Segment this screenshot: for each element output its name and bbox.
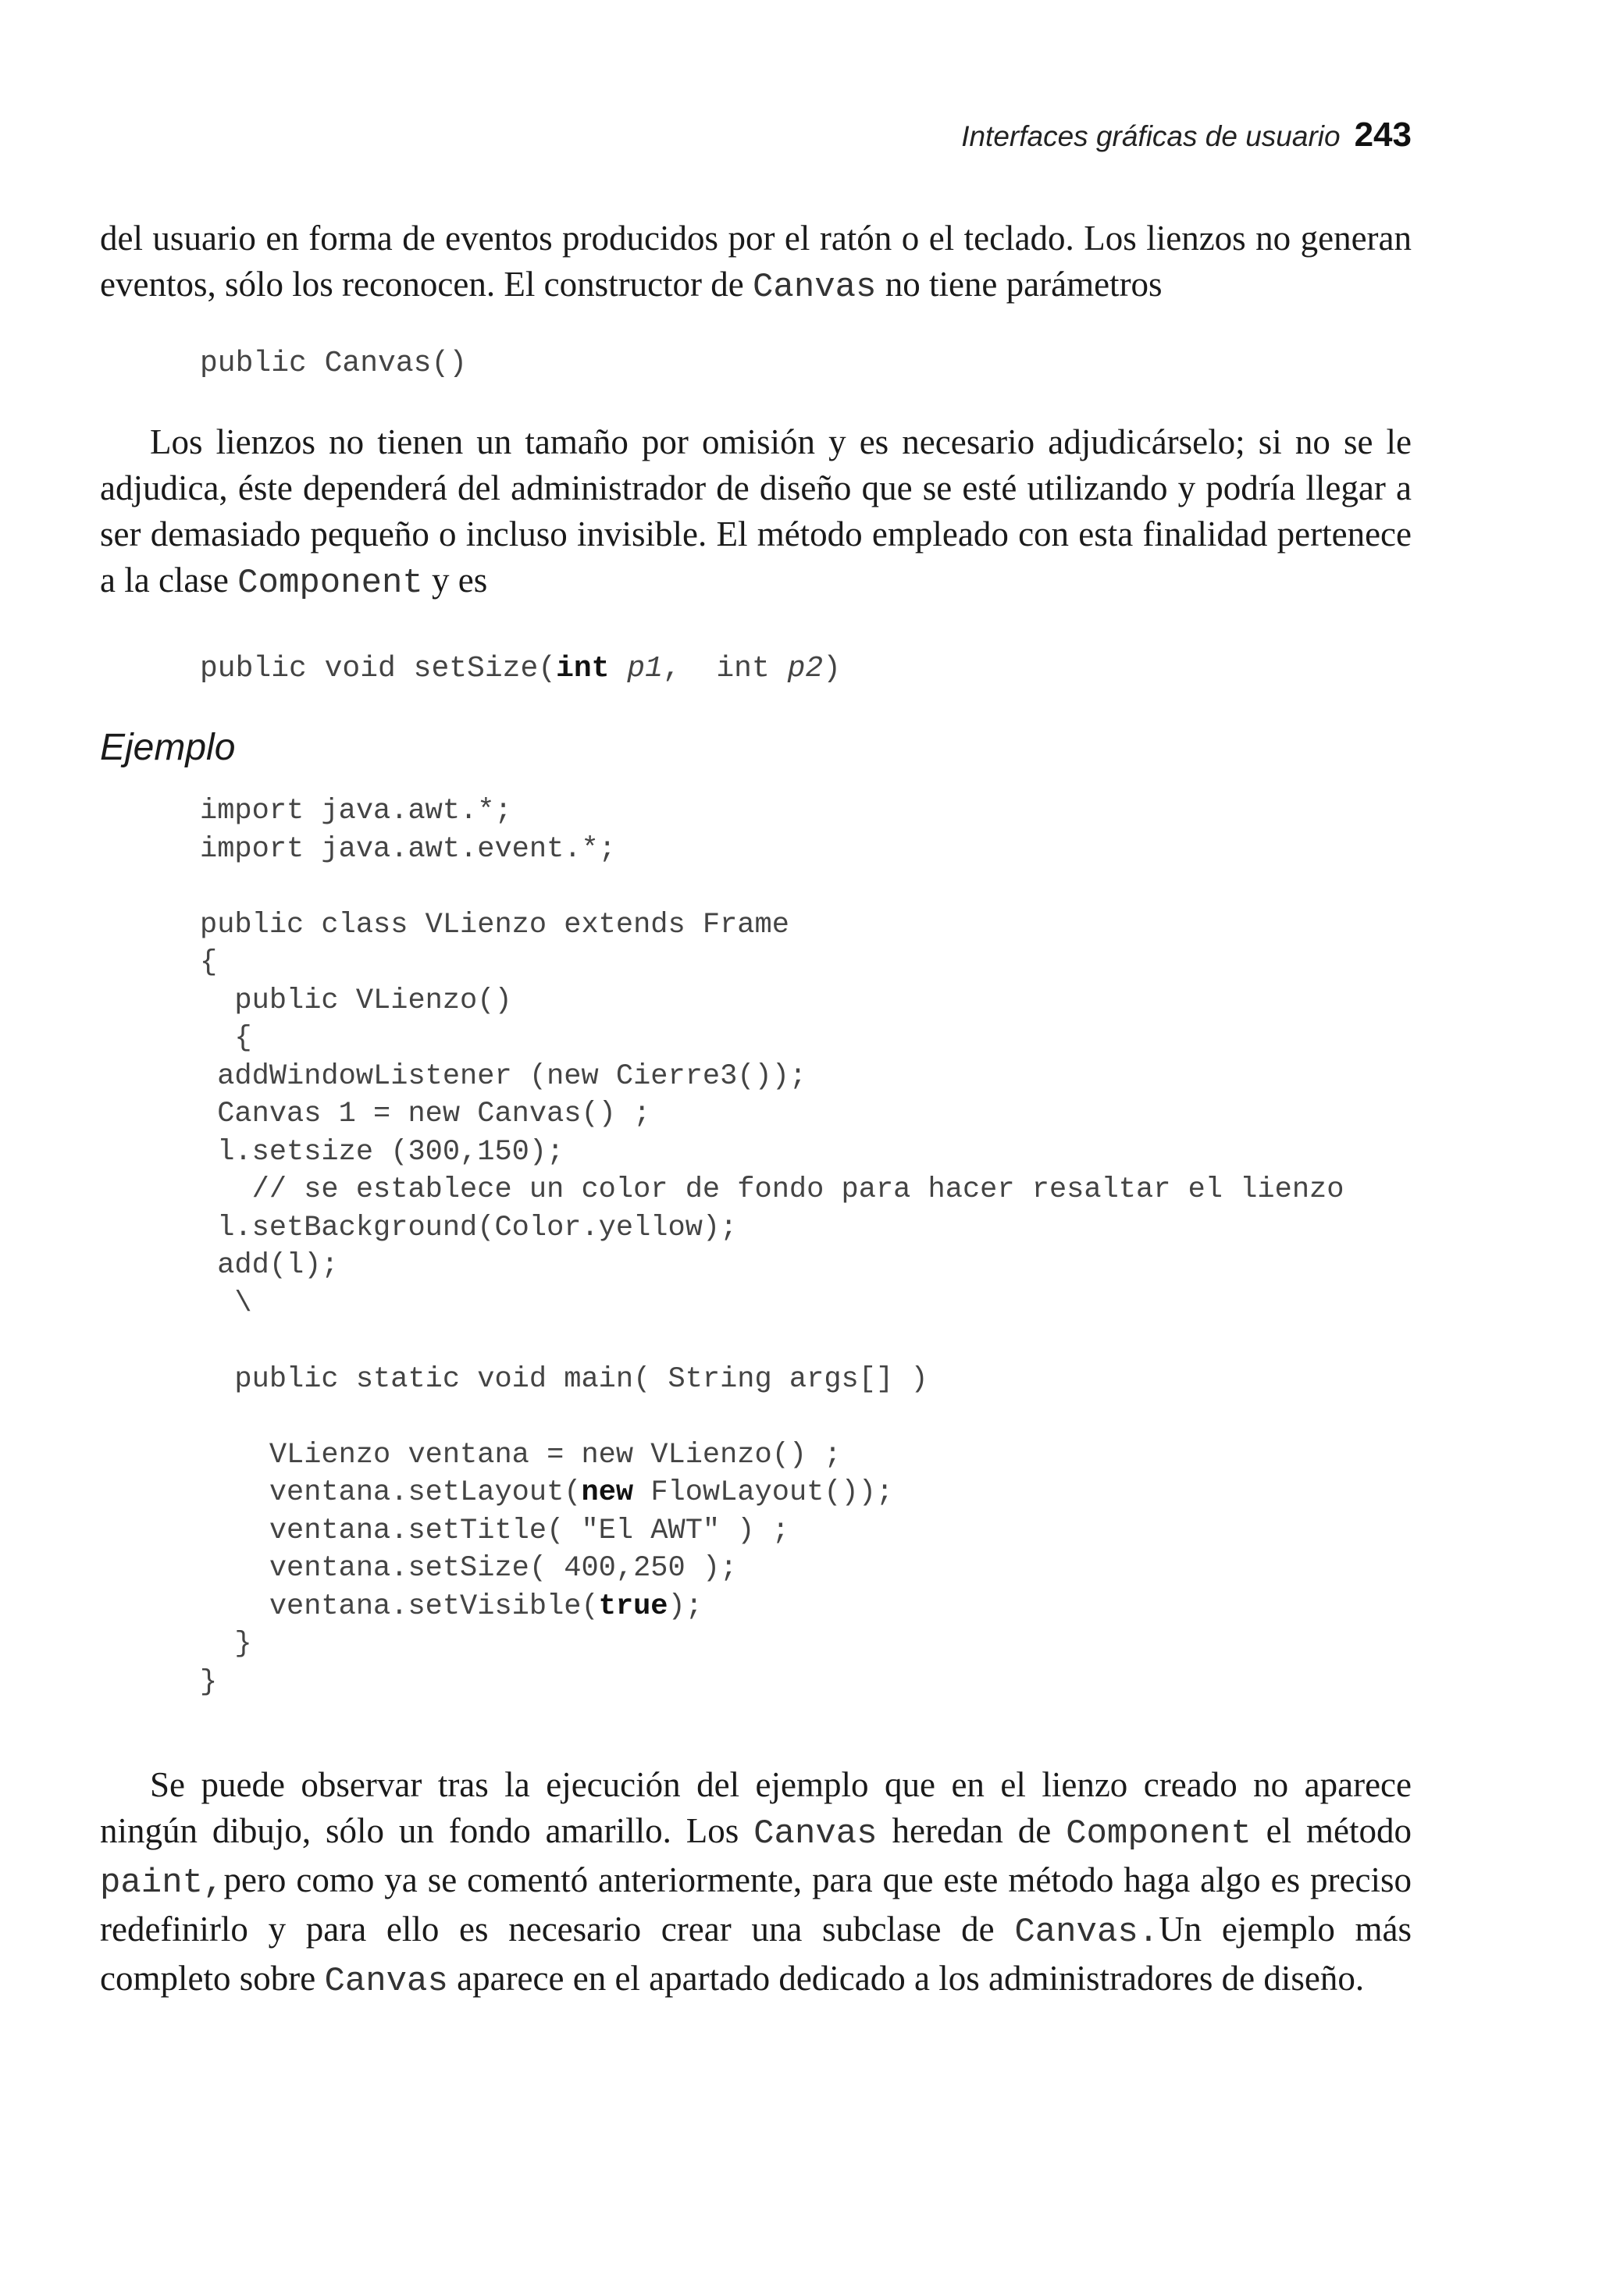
code-part: ); [668,1589,703,1623]
page-header [961,116,1412,155]
example-heading: Ejemplo [100,727,236,768]
page-number: 243 [1354,116,1412,154]
code-line: ventana.setTitle( "El AWT" ) ; [200,1514,789,1547]
inline-code: Component [237,564,423,603]
paragraph-text: pero como ya se comentó anteriormente, para que este método haga algo es preciso redefinirlo y para ello es necesario crear una subclase de [100,1860,1412,1949]
code-keyword: true [598,1589,668,1623]
signature-param: p1 [609,652,663,685]
code-line: l.setsize (300,150); [200,1135,564,1169]
paragraph-intro [100,215,1412,311]
paragraph-conclusion [100,1762,1412,2005]
code-line [200,1474,1412,1512]
signature-part: ) [823,652,841,685]
code-line: l.setBackground(Color.yellow); [200,1211,738,1244]
code-line [200,1398,1412,1436]
page-content [100,215,1412,2005]
constructor-signature: public Canvas() [200,347,468,380]
paragraph-size [100,419,1412,607]
code-line: Canvas 1 = new Canvas() ; [200,1098,651,1130]
code-line [200,868,1412,906]
code-line: import java.awt.*; [200,795,512,828]
running-title: Interfaces gráficas de usuario [961,120,1341,152]
code-line: VLienzo ventana = new VLienzo() ; [200,1438,842,1472]
code-keyword: new [581,1476,634,1509]
code-line: { [200,946,218,979]
code-line [200,1322,1412,1361]
paragraph-text: aparece en el apartado dedicado a los administradores de diseño. [447,1959,1365,1998]
signature-part: public void setSize( [200,652,557,685]
code-line: { [200,1022,252,1055]
method-signature [200,652,1412,685]
code-line: public VLienzo() [200,984,512,1017]
paragraph-text: Un ejemplo más completo sobre [100,1910,1412,1998]
inline-code: Canvas. [1014,1913,1159,1952]
code-line: addWindowListener (new Cierre3()); [200,1059,807,1093]
paragraph-text: Los lienzos no tienen un tamaño por omisión y es necesario adjudicárselo; si no se le adjudica, éste dependerá del administrador de diseño que se esté utilizando y podría llegar a ser demasiado pequeño o incluso invisible. El método empleado con esta finalidad pertenece a la clase [100,422,1412,600]
code-line: } [200,1628,252,1661]
code-line: import java.awt.event.*; [200,832,616,866]
paragraph-text: el método [1251,1811,1412,1850]
paragraph-text: Se puede observar tras la ejecución del ejemplo que en el lienzo creado no aparece ningún dibujo, sólo un fondo amarillo. Los [100,1765,1412,1850]
inline-code: Component [1066,1814,1252,1853]
code-line: // se establece un color de fondo para hacer resaltar el lienzo [200,1173,1344,1206]
paragraph-text: heredan de [877,1811,1067,1850]
inline-code: Canvas [324,1962,448,2001]
code-listing [200,792,1412,1701]
inline-code: Canvas [753,1814,878,1853]
signature-keyword: int [556,652,610,685]
signature-part: , int [662,652,788,685]
code-part: FlowLayout()); [633,1476,894,1509]
code-line: public static void main( String args[] ) [200,1362,928,1396]
paragraph-text: y es [422,561,488,600]
code-part: ventana.setLayout( [200,1476,582,1509]
code-line: } [200,1665,218,1699]
code-line: add(l); [200,1249,339,1282]
inline-code: Canvas [753,268,877,307]
code-line: public class VLienzo extends Frame [200,908,789,942]
signature-param: p2 [787,652,824,685]
paragraph-text: no tiene parámetros [876,265,1163,304]
code-part: ventana.setVisible( [200,1589,599,1623]
inline-code: paint, [100,1863,224,1903]
paragraph-text: del usuario en forma de eventos producidos por el ratón o el teclado. Los lienzos no generan eventos, sólo los reconocen. El constructor de [100,219,1412,304]
code-line [200,1588,1412,1626]
code-line: \ [200,1287,252,1320]
code-line: ventana.setSize( 400,250 ); [200,1552,738,1585]
